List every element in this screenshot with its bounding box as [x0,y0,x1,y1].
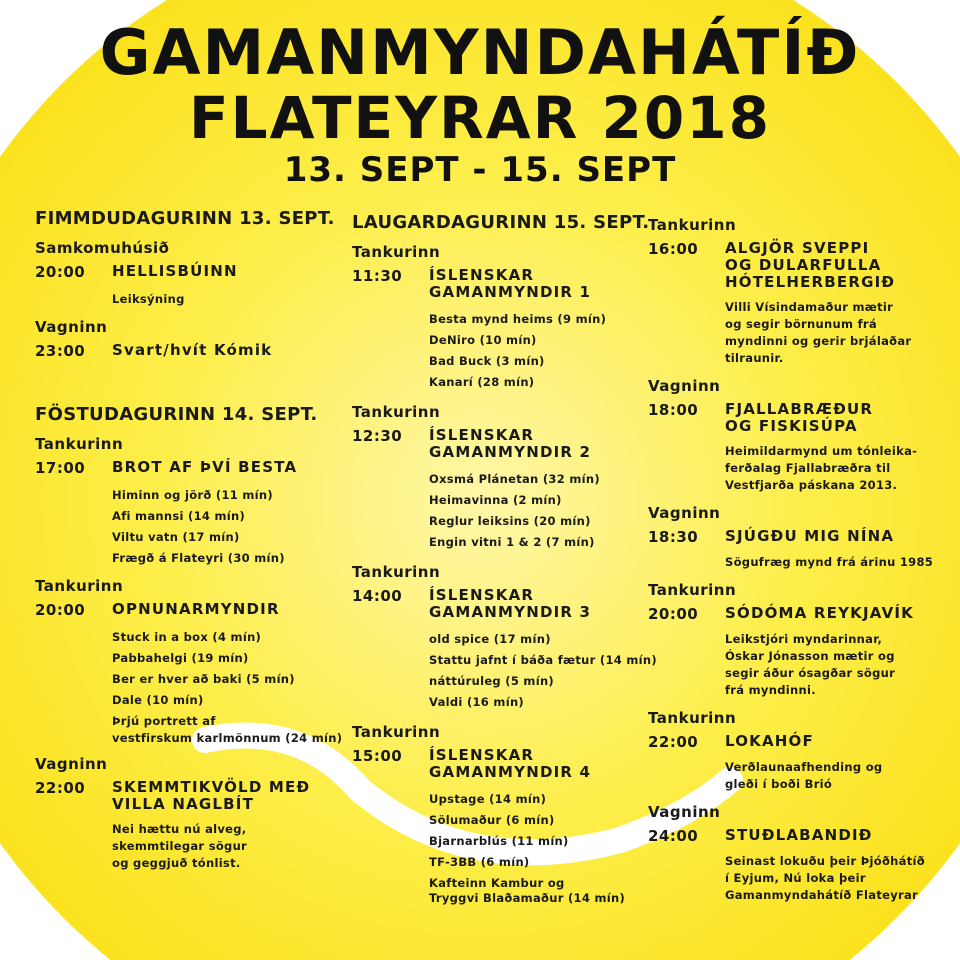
event-time: 16:00 [648,240,699,258]
event-time: 18:30 [648,528,699,546]
event-row [35,601,355,619]
event-row [35,342,355,360]
event-time: 15:00 [352,747,403,765]
film-item: Bjarnarblús (11 mín) [429,834,569,848]
film-item: Stuck in a box (4 mín) [112,630,262,644]
film-item: Dale (10 mín) [112,693,204,707]
event-time: 20:00 [648,605,699,623]
event-block [648,581,958,699]
film-item: Frægð á Flateyri (30 mín) [112,551,285,565]
film-item: TF-3BB (6 mín) [429,855,530,869]
schedule-column-2 [352,212,657,916]
event-description: Villi Vísindamaður mætir og segir börnunum frá myndinni og gerir brjálaðar tilraunir. [725,300,912,365]
film-item: Stattu jafnt í báða fætur (14 mín) [429,653,657,667]
event-title: GAMANMYNDIR 1 [429,283,592,301]
event-title: OPNUNARMYNDIR [112,600,280,618]
film-item: vestfirskum karlmönnum (24 mín) [112,731,343,745]
film-item: Kafteinn Kambur og [429,876,565,890]
schedule-column-1 [35,208,355,902]
venue-label: Tankurinn [35,577,124,595]
event-title: FJALLABRÆÐUR OG FISKISÚPA [725,400,874,435]
event-title: SJÚGÐU MIG NÍNA [725,527,895,545]
venue-label: Vagninn [648,377,721,395]
film-list [429,789,652,906]
day-heading: LAUGARDAGURINN 15. SEPT. [352,212,650,233]
event-block [352,563,657,713]
day-heading: FÖSTUDAGURINN 14. SEPT. [35,404,318,425]
film-item: Tryggvi Blaðamaður (14 mín) [429,891,626,905]
event-block [352,723,652,906]
event-row [648,605,958,623]
venue-label: Tankurinn [35,435,124,453]
event-title: ÍSLENSKAR [429,266,535,284]
film-item: Heimavinna (2 mín) [429,493,562,507]
film-item: DeNiro (10 mín) [429,333,537,347]
film-list [429,469,652,553]
venue-label: Tankurinn [352,403,441,421]
event-block [352,243,652,393]
film-item: Kanarí (28 mín) [429,375,535,389]
film-item: Valdi (16 mín) [429,695,524,709]
event-time: 22:00 [648,733,699,751]
event-title: ÍSLENSKAR [429,426,535,444]
venue-label: Tankurinn [648,709,737,727]
event-block [648,216,958,367]
festival-title: GAMANMYNDAHÁTÍÐ [99,16,861,89]
film-item: Viltu vatn (17 mín) [112,530,240,544]
film-item: Afi mannsi (14 mín) [112,509,246,523]
event-title: ÍSLENSKAR [429,586,535,604]
schedule-column-3 [648,212,958,914]
film-list [429,309,652,393]
film-list [112,627,355,747]
day-thursday [35,208,355,360]
event-title: STUÐLABANDIÐ [725,826,873,844]
event-time: 20:00 [35,263,86,281]
event-row [352,267,652,301]
event-title: Svart/hvít Kómik [112,341,273,359]
event-title: GAMANMYNDIR 2 [429,443,592,461]
event-title: BROT AF ÞVÍ BESTA [112,458,298,476]
film-item: Bad Buck (3 mín) [429,354,545,368]
event-description: Leikstjóri myndarinnar, Óskar Jónasson mætir og segir áður ósagðar sögur frá myndinni. [725,632,896,697]
event-description: Nei hættu nú alveg, skemmtilegar sögur og geggjuð tónlist. [112,822,248,870]
event-time: 14:00 [352,587,403,605]
venue-label: Vagninn [35,755,108,773]
event-title: LOKAHÓF [725,732,814,750]
event-row [648,528,958,546]
event-title: GAMANMYNDIR 4 [429,763,592,781]
event-row [648,733,958,751]
event-description: Seinast lokuðu þeir Þjóðhátíð í Eyjum, Nú loka þeir Gamanmyndahátíð Flateyrar [725,854,925,902]
film-item: Besta mynd heims (9 mín) [429,312,607,326]
film-item: Upstage (14 mín) [429,792,547,806]
event-block [648,504,958,571]
event-time: 12:30 [352,427,403,445]
event-description: Verðlaunaafhending og gleði í boði Brió [725,760,883,791]
venue-label: Tankurinn [352,243,441,261]
event-block [352,403,652,553]
event-title: HELLISBÚINN [112,262,238,280]
event-title: SÓDÓMA REYKJAVÍK [725,604,914,622]
day-heading: FIMMDUDAGURINN 13. SEPT. [35,208,335,229]
event-block [648,803,958,904]
event-row [35,459,355,477]
event-block [648,709,958,793]
film-item: Sölumaður (6 mín) [429,813,555,827]
event-details [112,289,355,310]
film-item: Pabbahelgi (19 mín) [112,651,249,665]
event-description: Heimildarmynd um tónleika- ferðalag Fjallabræðra til Vestfjarða páskana 2013. [725,444,918,492]
event-row [648,401,958,435]
venue-label: Vagninn [35,318,108,336]
event-time: 18:00 [648,401,699,419]
event-time: 11:30 [352,267,403,285]
day-friday [35,404,355,872]
event-row [35,779,355,813]
event-title: VILLA NAGLBÍT [112,795,255,813]
event-title: GAMANMYNDIR 3 [429,603,592,621]
venue-label: Samkomuhúsið [35,239,170,257]
event-description: Sögufræg mynd frá árinu 1985 [725,555,934,569]
film-item: Oxsmá Plánetan (32 mín) [429,472,600,486]
event-title: ÍSLENSKAR [429,746,535,764]
film-item: Himinn og jörð (11 mín) [112,488,273,502]
event-title: ALGJÖR SVEPPI OG DULARFULLA HÓTELHERBERGIÐ [725,239,896,291]
film-item: náttúruleg (5 mín) [429,674,554,688]
event-row [648,827,958,845]
event-row [35,263,355,281]
venue-label: Vagninn [648,803,721,821]
film-item: Engin vitni 1 & 2 (7 mín) [429,535,595,549]
film-list [112,485,355,569]
film-item: Reglur leiksins (20 mín) [429,514,591,528]
festival-subtitle: FLATEYRAR 2018 [189,84,771,152]
event-detail: Leiksýning [112,292,185,306]
festival-dates: 13. SEPT - 15. SEPT [283,150,677,190]
venue-label: Tankurinn [352,723,441,741]
event-time: 17:00 [35,459,86,477]
film-item: Þrjú portrett af [112,714,216,728]
event-title: SKEMMTIKVÖLD MEÐ [112,778,311,796]
event-row [648,240,958,291]
event-row [352,587,652,621]
venue-label: Tankurinn [648,216,737,234]
event-block [648,377,958,494]
film-item: old spice (17 mín) [429,632,551,646]
event-time: 23:00 [35,342,86,360]
venue-label: Tankurinn [648,581,737,599]
venue-label: Vagninn [648,504,721,522]
event-row [352,427,652,461]
film-item: Ber er hver að baki (5 mín) [112,672,295,686]
event-time: 24:00 [648,827,699,845]
event-row [352,747,652,781]
venue-label: Tankurinn [352,563,441,581]
event-time: 22:00 [35,779,86,797]
event-time: 20:00 [35,601,86,619]
film-list [429,629,657,713]
event-title-group [112,779,310,813]
